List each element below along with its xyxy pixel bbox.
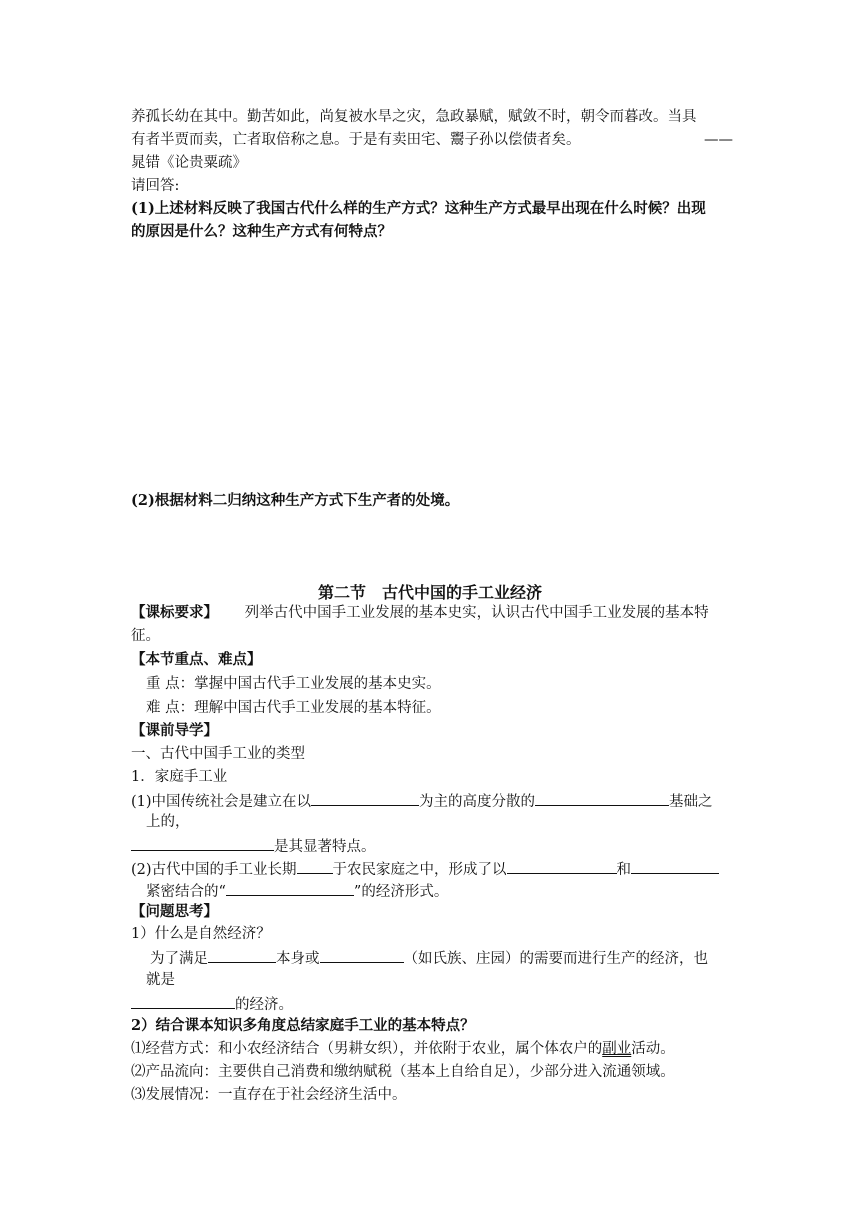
blank-1[interactable] [311,791,419,806]
fill-2-text-c: 和 [616,862,632,878]
requirement-label: 【课标要求】 [131,604,218,621]
key-points-label: 【本节重点、难点】 [131,651,262,668]
feature-1-tail: 活动。 [631,1041,675,1057]
material-line-2-text: 有者半贾而卖，亡者取倍称之息。于是有卖田宅、鬻子孙以偿债者矣。 [131,132,581,148]
feature-3: ⑶发展情况：一直存在于社会经济生活中。 [131,1087,407,1103]
blank-8[interactable] [208,948,276,963]
blank-10[interactable] [131,994,235,1009]
dash: —— [704,132,733,148]
requirement-text: 列举古代中国手工业发展的基本史实，认识古代中国手工业发展的基本特 [244,605,709,621]
thinking-q2: 2）结合课本知识多角度总结家庭手工业的基本特点？ [131,1017,475,1034]
blank-7[interactable] [226,881,354,896]
fill-2-text-a: (2)古代中国的手工业长期 [131,862,297,878]
fill-2-text-b: 于农民家庭之中，形成了以 [332,862,507,878]
t1-text-c: （如氏族、庄园）的需要而进行生产的经济，也 [403,951,708,967]
thinking-q1-line-2: 就是 [146,972,175,988]
heading-1: 一、古代中国手工业的类型 [131,746,305,762]
fill-2-line-1 [131,859,733,879]
blank-6[interactable] [631,859,719,874]
t1-text-b: 本身或 [276,951,320,967]
feature-1-text: ⑴经营方式：和小农经济结合（男耕女织），并依附于农业，属个体农户的 [131,1041,603,1057]
pre-study-label: 【课前导学】 [131,722,218,739]
key-point: 重 点：掌握中国古代手工业发展的基本史实。 [146,676,441,692]
section-title: 第二节 古代中国的手工业经济 [317,583,542,602]
difficult-point: 难 点：理解中国古代手工业发展的基本特征。 [146,700,441,716]
fill-1-line-1 [131,791,733,811]
feature-1 [131,1040,733,1058]
requirement-line [131,604,733,622]
thinking-q1-line-1 [150,948,752,968]
requirement-text-2: 征。 [131,628,160,644]
question-2: (2)根据材料二归纳这种生产方式下生产者的处境。 [131,492,460,509]
answer-prompt: 请回答: [131,178,180,194]
material-line-2 [131,131,733,149]
fill-1-text-e: 是其显著特点。 [274,839,376,855]
blank-4[interactable] [297,859,333,874]
material-source: 晁错《论贵粟疏》 [131,155,247,171]
fill-1-line-2: 上的， [146,814,190,830]
feature-2: ⑵产品流向：主要供自己消费和缴纳赋税（基本上自给自足），少部分进入流通领域。 [131,1064,675,1080]
blank-3[interactable] [131,836,274,851]
question-1-line-1: (1)上述材料反映了我国古代什么样的生产方式？这种生产方式最早出现在什么时候？出现 [131,200,706,217]
fill-1-line-3 [131,836,733,856]
t1-text-a: 为了满足 [150,951,208,967]
question-1-line-2: 的原因是什么？这种生产方式有何特点？ [131,223,392,240]
fill-2-text-e: ”的经济形式。 [353,884,449,900]
blank-9[interactable] [320,948,404,963]
material-line-1: 养孤长幼在其中。勤苦如此，尚复被水旱之灾，急政暴赋，赋敛不时，朝令而暮改。当具 [131,109,697,125]
fill-1-text-b: 为主的高度分散的 [419,794,536,810]
fill-2-text-d: 紧密结合的“ [146,884,226,900]
blank-2[interactable] [535,791,669,806]
blank-5[interactable] [507,859,617,874]
fill-1-text-a: (1)中国传统社会是建立在以 [131,794,312,810]
fill-2-line-2 [146,881,748,901]
feature-1-emphasis: 副业 [602,1041,632,1057]
heading-2: 1．家庭手工业 [131,769,228,785]
t1-text-e: 的经济。 [235,997,293,1013]
thinking-q1: 1）什么是自然经济？ [131,926,271,942]
thinking-label: 【问题思考】 [131,903,218,920]
fill-1-text-c: 基础之 [669,794,713,810]
thinking-q1-line-3 [131,994,733,1014]
